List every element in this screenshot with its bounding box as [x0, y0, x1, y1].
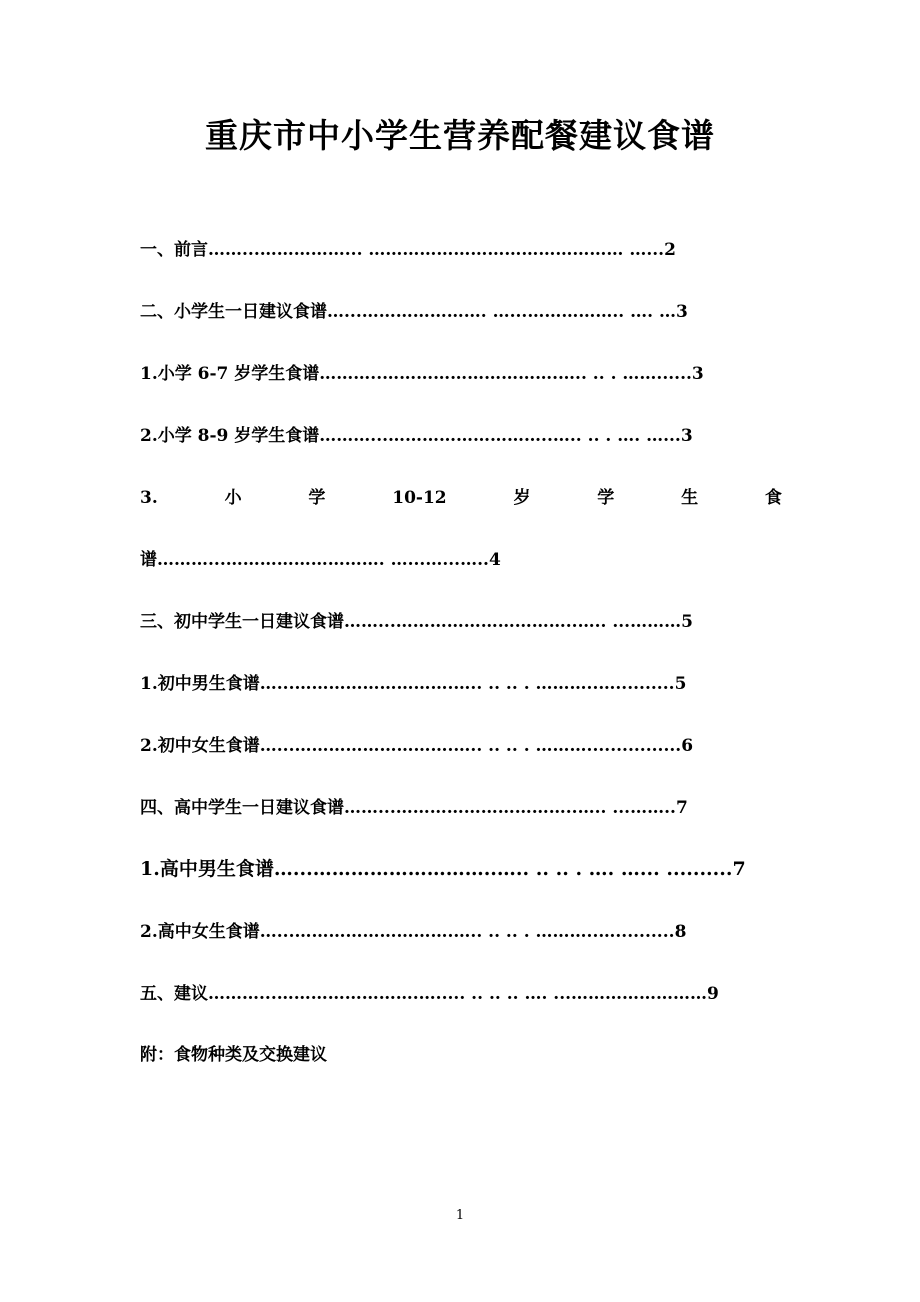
toc-entry-page: 4 — [488, 550, 501, 570]
toc-entry-primary-6-7[interactable] — [140, 362, 782, 386]
toc-entry-senior-boys[interactable] — [140, 857, 782, 881]
toc-entry-dots: …...…………………. …...…………….. …. … — [327, 302, 676, 322]
page-title: 重庆市中小学生营养配餐建议食谱 — [205, 116, 715, 155]
toc-word: 10-12 — [392, 488, 447, 508]
toc-entry-page: 2 — [664, 240, 676, 260]
toc-entry-page: 3 — [680, 426, 693, 446]
toc-word: 3. — [140, 488, 158, 508]
toc-entry-junior-boys[interactable] — [140, 672, 782, 696]
toc-entry-dots: …...………………………..….. .. .. . …. …... .......... — [273, 858, 733, 880]
toc-entry-appendix[interactable]: 附：食物种类及交换建议 — [140, 1045, 327, 1065]
toc-word: 岁 — [513, 488, 531, 508]
toc-entry-text: 2.小学 8-9 岁学生食谱 — [140, 426, 320, 446]
toc-entry-dots: ……...……………... ……………………………………… …... — [208, 240, 665, 260]
toc-entry-text: 三、初中学生一日建议食谱 — [140, 612, 344, 632]
toc-entry-page: 3 — [691, 364, 704, 384]
toc-entry-dots: ………..………………………….….. .. . ……...... — [319, 364, 692, 384]
toc-entry-page: 7 — [732, 858, 746, 880]
toc-entry-page: 9 — [707, 984, 719, 1004]
toc-entry-text: 二、小学生一日建议食谱 — [140, 302, 327, 322]
toc-entry-dots: ……...…………………………..….. ...…….. — [344, 798, 676, 818]
toc-entry-dots: …...……………………….….. .. .. . ………..….......... — [259, 674, 675, 694]
toc-word: 学 — [597, 488, 615, 508]
toc-entry-text: 1.小学 6-7 岁学生食谱 — [140, 364, 320, 384]
toc-entry-junior[interactable] — [140, 610, 782, 634]
toc-entry-dots: …...……………………….….. .. .. . ………..….......... — [259, 922, 675, 942]
toc-entry-text: 五、建议 — [140, 984, 208, 1004]
toc-entry-dots: ………...………………………. …...…...….. — [157, 550, 489, 570]
toc-entry-primary[interactable] — [140, 300, 782, 324]
toc-word: 学 — [308, 488, 326, 508]
toc-entry-text: 1.初中男生食谱 — [140, 674, 260, 694]
page-number: 1 — [455, 1208, 465, 1223]
toc-entry-dots: ………...…………………….…..... .. .. .. …. ...…………………… — [208, 984, 708, 1004]
toc-entry-dots: …...……………………….….. .. .. . ………................ — [259, 736, 682, 756]
toc-word: 食 — [764, 488, 782, 508]
toc-entry-primary-10-12[interactable] — [140, 486, 782, 510]
toc-entry-dots: ………...………………………..….. .. . …. …... — [319, 426, 681, 446]
toc-entry-text: 1.高中男生食谱 — [140, 858, 274, 880]
toc-entry-senior[interactable] — [140, 796, 782, 820]
toc-entry-page: 3 — [675, 302, 688, 322]
toc-entry-text: 谱 — [140, 550, 157, 570]
toc-entry-senior-girls[interactable] — [140, 920, 782, 944]
toc-entry-text: 一、前言 — [140, 240, 208, 260]
toc-entry-primary-10-12-cont[interactable] — [140, 548, 782, 572]
toc-entry-dots: ……...…………………………..….. ...……… — [344, 612, 682, 632]
toc-entry-text: 2.初中女生食谱 — [140, 736, 260, 756]
toc-entry-junior-girls[interactable] — [140, 734, 782, 758]
toc-entry-page: 5 — [674, 674, 687, 694]
toc-entry-page: 7 — [675, 798, 688, 818]
toc-entry-page: 5 — [681, 612, 693, 632]
toc-entry-page: 8 — [674, 922, 687, 942]
toc-entry-primary-8-9[interactable] — [140, 424, 782, 448]
toc-entry-suggestions[interactable] — [140, 982, 782, 1006]
toc-entry-page: 6 — [681, 736, 694, 756]
toc-word: 生 — [681, 488, 699, 508]
toc-entry-text: 2.高中女生食谱 — [140, 922, 260, 942]
toc-entry-preface[interactable] — [140, 238, 782, 262]
toc-entry-text: 四、高中学生一日建议食谱 — [140, 798, 344, 818]
toc-word: 小 — [224, 488, 242, 508]
